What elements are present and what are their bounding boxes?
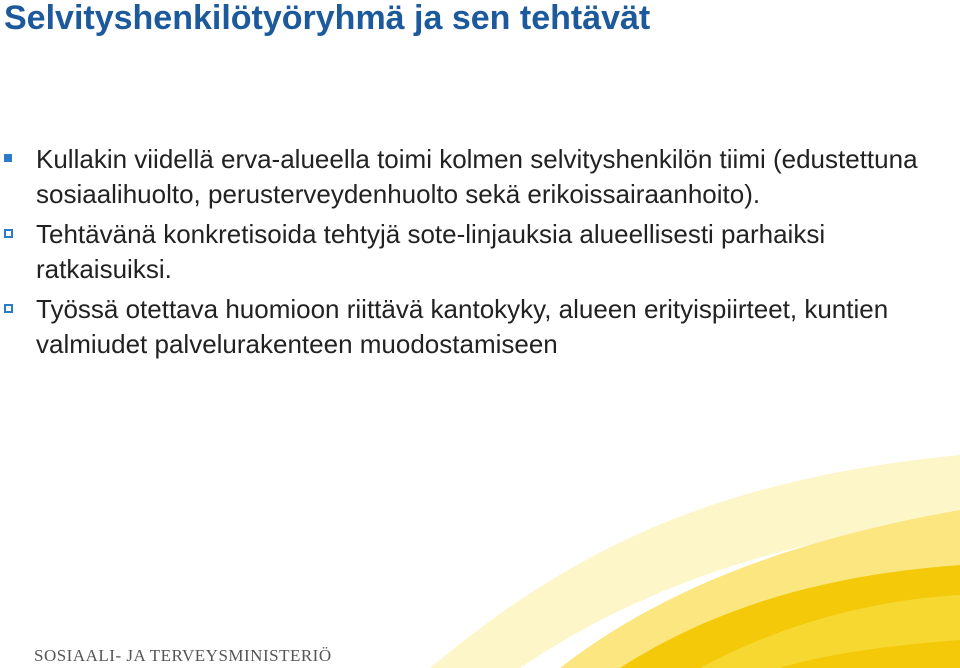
bullet-square-icon — [4, 154, 12, 162]
bullet-list — [0, 142, 940, 367]
bullet-item — [0, 142, 940, 212]
ministry-logo: SOSIAALI- JA TERVEYSMINISTERIÖ — [34, 646, 332, 665]
bullet-item — [0, 217, 940, 287]
bullet-item — [0, 292, 940, 362]
slide-title: Selvityshenkilötyöryhmä ja sen tehtävät — [4, 0, 651, 37]
wave-light-band — [430, 455, 960, 668]
bullet-text: Työssä otettava huomioon riittävä kantokyky, alueen erityispiirteet, kuntien valmiudet palvelurakenteen muodostamiseen — [36, 294, 889, 359]
wave-mid-band — [560, 510, 960, 668]
bullet-text: Tehtävänä konkretisoida tehtyjä sote-linjauksia alueellisesti parhaiksi ratkaisuiksi. — [36, 219, 826, 284]
bullet-text: Kullakin viidellä erva-alueella toimi kolmen selvityshenkilön tiimi (edustettuna sosiaalihuolto, perusterveydenhuolto sekä erikoissairaanhoito). — [36, 144, 918, 209]
bullet-square-outline-icon — [4, 229, 13, 238]
wave-highlight-band — [700, 595, 960, 668]
wave-dark-band — [620, 565, 960, 668]
bullet-square-outline-icon — [4, 304, 13, 313]
